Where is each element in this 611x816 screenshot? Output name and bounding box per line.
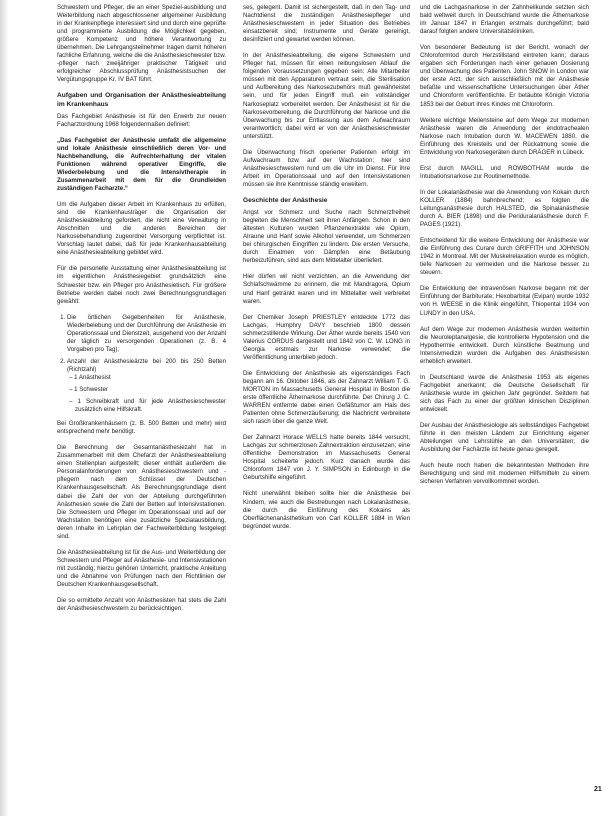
paragraph: Schwestern und Pfleger, die an einer Speziel-ausbildung und Weiterbildung nach abgeschlossener allgemeiner Ausbildung in der Krankenpflege interessiert sind und durch eine geprüfte und programmierte Ausbildung die Möglichkeit gegeben, größere Kompetenz und höhere Verantwortung zu übernehmen. Die Lehrgangsteilnehmer tragen damit höheren fachliche Erfahrung, welche die die Anästhesieschwester bzw. -pfleger nach zweijähriger praktischer Tätigkeit und erfolgreicher Abschlussprüfung Anästhesistsuchen der Vergütungsgruppe Kr. IV BAT führt. — [57, 4, 226, 84]
paragraph: Die Berechnung der Gesamtanästhesiezahl hat in Zusammenarbeit mit dem Chefarzt der Anästhesieabteilung einen Stellenplan aufgestellt; dieser enthält außerdem die Personalanforderungen von Anästhesieschwestern und -pflegern nach dem Schlüssel der Deutschen Krankenhausgesellschaft. Als Berechnungsgrundlage dient dabei die Zahl der von der Abteilung durchgeführten Anästhesien sowie die Zahl der Betten auf Intensivstationen. Die Schwestern und Pfleger im Operationssaal und auf der Wachstation benötigen eine zusätzliche Spezialausbildung, deren Inhalte im Lehrplan der Fachweiterbildung festgelegt sind. — [57, 444, 226, 540]
paragraph: Angst vor Schmerz und Suche nach Schmerzfreiheit begleiten die Menschheit seit ihren Anfängen. Schon in den ältesten Kulturen wurden Pflanzenextrakte wie Opium, Alraune und Hanf sowie Alkohol verwendet, um Schmerzen bei chirurgischen Eingriffen zu lindern. Die ersten Versuche, durch Einatmen von Dämpfen eine Betäubung herbeizuführen, sind aus dem Mittelalter überliefert. — [243, 209, 410, 265]
paragraph: In der Anästhesieabteilung, die eigene Schwestern und Pfleger hat, müssen für einen reibungslosen Ablauf die folgenden Voraussetzungen gegeben sein: Alle Mitarbeiter müssen mit den Apparaturen vertraut sein, die Sterilisation und Aufbereitung des Narkosezubehörs muß gewährleistet sein, und für jeden Eingriff muß ein vollständiger Narkoseplatz vorbereitet werden. Der Anästhesist ist für die Narkosevorbereitung, die Durchführung der Narkose und die Überwachung bis zur Entlassung aus dem Aufwachraum verantwortlich; dabei wird er von der Anästhesieschwester unterstützt. — [243, 52, 410, 140]
paragraph: In der Lokalanästhesie war die Anwendung von Kokain durch KOLLER (1884) bahnbrechend; es folgten die Leitungsanästhesie durch HALSTED, die Spinalanästhesie durch A. BIER (1898) und die Periduralanästhesie durch F. PAGES (1921). — [420, 188, 589, 229]
scan-edge-shadow — [0, 0, 8, 816]
paragraph-note: Bei Großkrankenhäusern (z. B. 500 Betten und mehr) wird entsprechend mehr benötigt. — [57, 420, 226, 436]
numbered-list — [57, 314, 226, 415]
dash-item: – 1 Anästhesist — [75, 374, 226, 382]
section-heading: Geschichte der Anästhesie — [243, 196, 328, 204]
page-number: 21 — [594, 786, 602, 793]
paragraph: In Deutschland wurde die Anästhesie 1953 als eigenes Fachgebiet anerkannt; die Deutsche Gesellschaft für Anästhesie wurde im gleichen Jahr gegründet. Seitdem hat sich das Fach zu einer der größten klinischen Disziplinen entwickelt. — [420, 373, 589, 413]
paragraph: Auch heute noch haben die bekanntesten Methoden ihre Berechtigung und sind mit modernen Hilfsmitteln zu einem sicheren Verfahren vervollkommnet worden. — [420, 462, 589, 486]
list-item — [67, 358, 226, 414]
paragraph: Von besonderer Bedeutung ist der Bericht, wonach der Chloroformtod durch Herzstillstand eintreten kann; daraus ergaben sich Forderungen nach einer genauen Dosierung und Überwachung des Patienten. John SNOW in London war der erste Arzt, der sich ausschließlich mit der Anästhesie befaßte und wissenschaftliche Untersuchungen über Äther und Chloroform veröffentlichte. Er betäubte Königin Victoria 1853 bei der Geburt ihres Kindes mit Chloroform. — [420, 44, 589, 108]
paragraph: Das Fachgebiet Anästhesie ist für den Erwerb zur neuen Facharztordnung 1968 folgendermaßen definiert: — [57, 112, 226, 128]
text-column-right — [420, 4, 589, 804]
paragraph: Der Ausbau der Anästhesiologie als selbständiges Fachgebiet führte in den meisten Ländern zur Einrichtung eigener Abteilungen und Lehrstühle an den Universitäten; die Ausbildung der Fachärzte ist heute genau geregelt. — [420, 422, 589, 454]
paragraph: Um die Aufgaben dieser Arbeit im Krankenhaus zu erfüllen, sind die Krankenhausträger die Organisation der Anästhesieabteilung gefordert, die nicht eine Verwaltung in Abschnitten und die anderen Bereichen der Narkosebehandlung zugeordnet Versorgung verpflichtet ist. Vorschlag lautet dabei, daß für jede Krankenhausabteilung eine Anästhesieabteilung gebildet wird. — [57, 201, 226, 257]
paragraph: Die so ermittelte Anzahl von Anästhesisten hat stets die Zahl der Anästhesieschwestern zu berücksichtigen. — [57, 597, 226, 613]
definition-quote: „Das Fachgebiet der Anästhesie umfaßt die allgemeine und lokale Anästhesie einschließlich deren Vor- und Nachbehandlung, die Aufrechterhaltung der vitalen Funktionen während operativer Eingriffe, die Wiederbelebung und die Intensivtherapie in Zusammenarbeit mit dem für die Grundleiden zuständigen Facharzte.“ — [57, 136, 226, 193]
paragraph: Nicht unerwähnt bleiben sollte hier die Anästhesie bei Kindern, wie auch die Bestrebungen nach Lokalanästhesie, die durch die Einführung des Kokains als Oberflächenanästhetikum von Carl KOLLER 1884 in Wien begründet wurde. — [243, 490, 410, 530]
paragraph: Der Zahnarzt Horace WELLS hatte bereits 1844 versucht, Lachgas zur schmerzlosen Zahnextraktion einzusetzen; eine öffentliche Demonstration im Massachusetts General Hospital scheiterte jedoch. Kurz danach wurde das Chloroform 1847 von J. Y. SIMPSON in Edinburgh in die Geburtshilfe eingeführt. — [243, 434, 410, 482]
paragraph: Hier dürfen wir nicht verzichten, an die Anwendung der Schlafschwämme zu erinnern, die mit Mandragora, Opium und Hanf getränkt waren und im Mittelalter weit verbreitet waren. — [243, 273, 410, 305]
paragraph: Auf dem Wege zur modernen Anästhesie wurden weiterhin die Neuroleptanalgesie, die kontrollierte Hypotension und die Hypothermie entwickelt. Durch künstliche Beatmung und Intensivmedizin wurden die Aufgaben des Anästhesisten erheblich erweitert. — [420, 325, 589, 365]
dash-item: – 1 Schwester — [75, 386, 226, 394]
text-column-middle — [243, 4, 410, 804]
paragraph: Für die personelle Ausstattung einer Anästhesieabteilung ist im eigentlichen Anästhesiegebiet grundsätzlich eine Schwester bzw. ein Pfleger pro Anästhesietisch. Für größere Betriebe werden dabei noch zwei Berechnungsgrundlagen gewählt: — [57, 265, 226, 305]
paragraph: Weitere wichtige Meilensteine auf dem Wege zur modernen Anästhesie waren die Anwendung der endotrachealen Narkose nach Intubation durch W. MACEWEN 1880, die Einführung des Kreisteils und der Rückatmung sowie die Entwicklung von Narkosegeräten durch DRÄGER in Lübeck. — [420, 116, 589, 156]
list-item: 1. Die örtlichen Gegebenheiten für Anästhesie, Wiederbelebung und der Durchführung der Anästhesie im Operationssaal und Dienstzeit, ausgehend von der Anzahl der täglich zu versorgenden Operationen (z. B. 4 Vorgaben pro Tag); — [67, 314, 226, 354]
list-item-text: Anzahl der Anästhesieärzte bei 200 bis 250 Betten (Richtzahl) — [67, 357, 226, 373]
dash-list — [67, 374, 226, 414]
section-heading: Aufgaben und Organisation der Anästhesieabteilung im Krankenhaus — [57, 92, 226, 108]
paragraph: Die Anästhesieabteilung ist für die Aus- und Weiterbildung der Schwestern und Pfleger auf Anästhesie- und Intensivstationen mit zuständig; hierzu gehören Unterricht, praktische Anleitung und die Abnahme von Prüfungen nach den Richtlinien der Deutschen Krankenhausgesellschaft. — [57, 548, 226, 588]
paragraph: Die Überwachung frisch operierter Patienten erfolgt im Aufwachraum bzw. auf der Wachstation; hier sind Anästhesieschwestern rund um die Uhr im Dienst. Für ihre Arbeit im Operationssaal und auf den Intensivstationen müssen sie ihre Kenntnisse ständig erweitern. — [243, 148, 410, 188]
paragraph: Entscheidend für die weitere Entwicklung der Anästhesie war die Einführung des Curare durch GRIFFITH und JOHNSON 1942 in Montreal. Mit der Muskelrelaxation wurde es möglich, tiefe Narkosen zu vermeiden und die Narkose besser zu steuern. — [420, 237, 589, 277]
paragraph: ses, gelegent. Damit ist sichergestellt, daß in den Tag- und Nachtdienst die zuständigen Anästhesiepfleger und Anästhesieschwestern in jeder Situation des Betriebes einsatzbereit sind; Instrumente und Geräte gereinigt, desinfiziert und gewartet werden können. — [243, 4, 410, 44]
paragraph: Der Chemiker Joseph PRIESTLEY entdeckte 1772 das Lachgas, Humphry DAVY beschrieb 1800 dessen schmerzstillende Wirkung. Der Äther wurde bereits 1540 von Valerius CORDUS dargestellt und 1842 von C. W. LONG in Georgia erstmals zur Narkose verwendet; die Veröffentlichung unterblieb jedoch. — [243, 313, 410, 361]
text-column-left — [57, 4, 226, 804]
paragraph: und die Lachgasnarkose in der Zahnheilkunde setzten sich bald weltweit durch. In Deutschland wurde die Äthernarkose im Januar 1847 in Erlangen erstmals durchgeführt; bald darauf folgten andere Universitätskliniken. — [420, 4, 589, 36]
paragraph: Die Entwicklung der intravenösen Narkose begann mit der Einführung der Barbiturate; Hexobarbital (Evipan) wurde 1932 von H. WEESE in die Klinik eingeführt, Thiopental 1934 von LUNDY in den USA. — [420, 285, 589, 317]
dash-item: – 1 Schreibkraft und für jede Anästhesieschwester zusätzlich eine Hilfskraft. — [75, 398, 226, 414]
paragraph: Erst durch MAGILL und ROWBOTHAM wurde die Intubationsnarkose zur Routinemethode. — [420, 164, 589, 180]
paragraph: Die Entwicklung der Anästhesie als eigenständiges Fach begann am 16. Oktober 1846, als der Zahnarzt William T. G. MORTON im Massachusetts General Hospital in Boston die erste öffentliche Äthernarkose durchführte. Der Chirurg J. C. WARREN entfernte dabei einen Gefäßtumor am Hals des Patienten ohne Schmerzäußerung; die Nachricht verbreitete sich rasch über die ganze Welt. — [243, 369, 410, 426]
